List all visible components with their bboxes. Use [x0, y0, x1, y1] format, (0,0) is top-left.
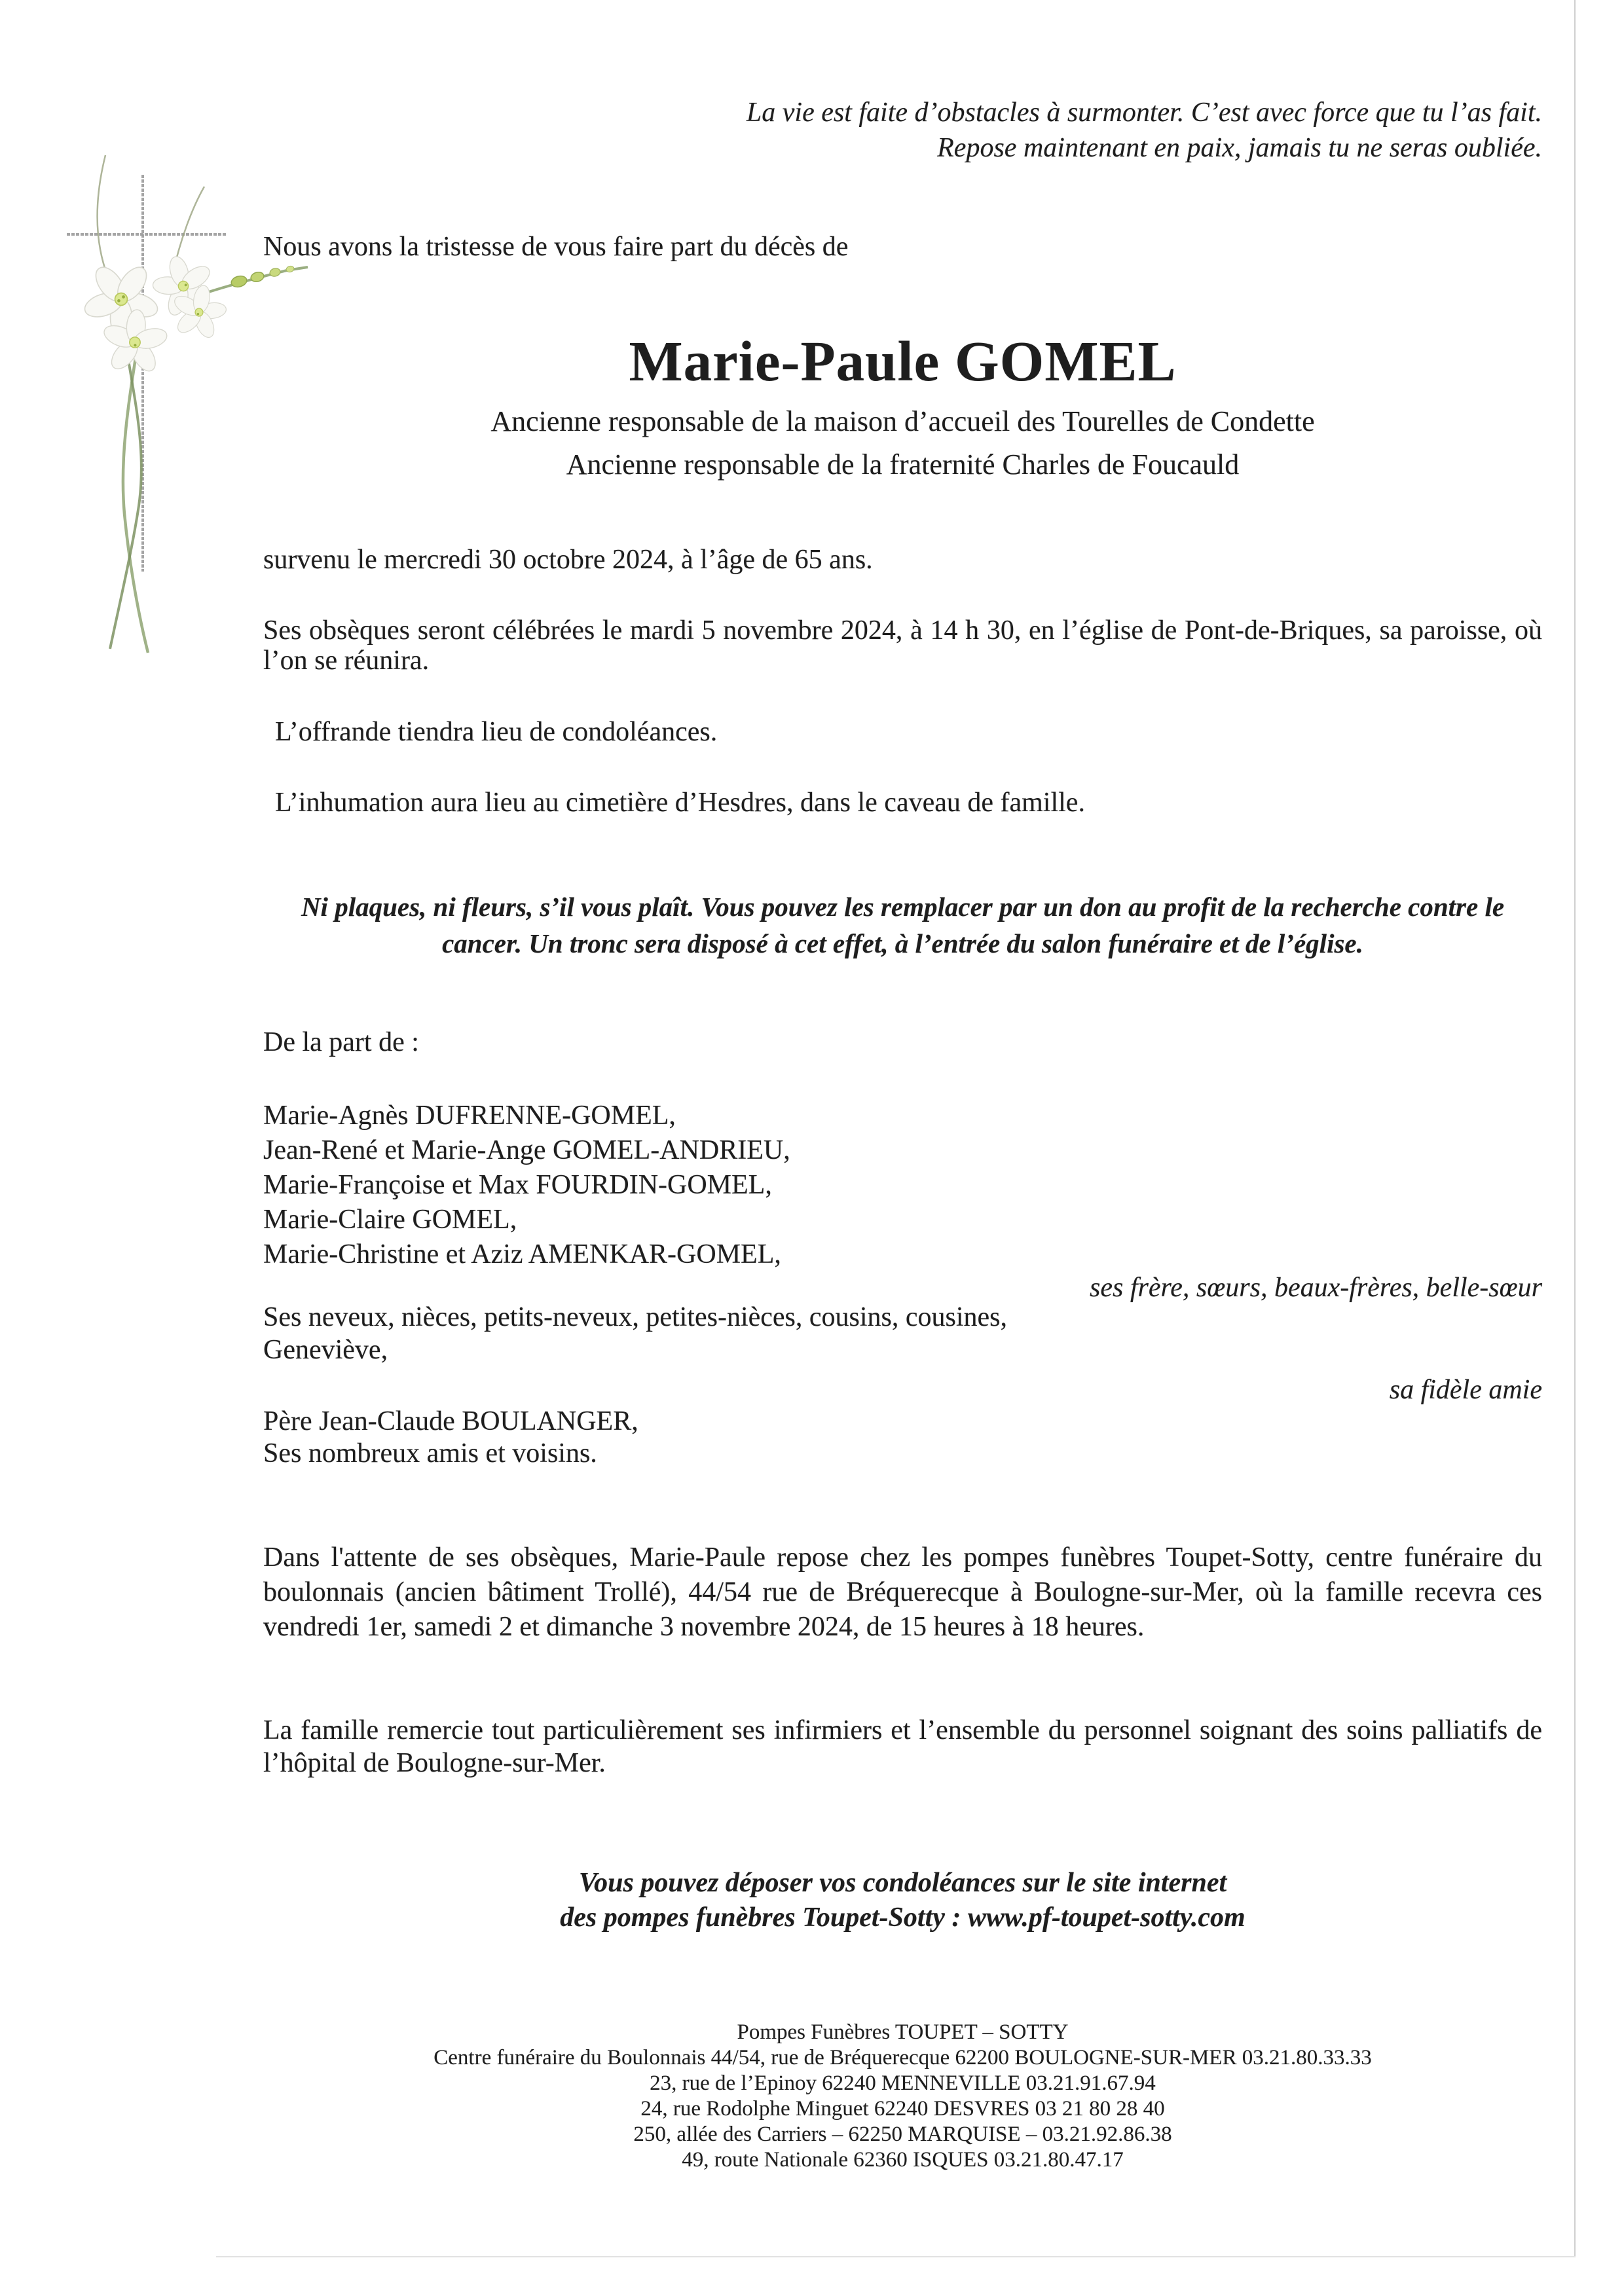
orchid-stem-lower-left [123, 337, 148, 653]
scan-artifact-vertical-line [1574, 0, 1576, 2257]
scan-artifact-bottom-edge [216, 2256, 1576, 2257]
online-condolences-notice [263, 1866, 1542, 1935]
orchid-buds [230, 265, 295, 289]
priest-line: Père Jean-Claude BOULANGER, [263, 1406, 638, 1436]
funeral-home-address: 49, route Nationale 62360 ISQUES 03.21.80.47.17 [682, 2148, 1124, 2172]
funeral-home-address: 23, rue de l’Epinoy 62240 MENNEVILLE 03.21.91.67.94 [650, 2071, 1156, 2095]
memorial-quote-line-2: Repose maintenant en paix, jamais tu ne seras oubliée. [937, 133, 1542, 163]
family-member: Marie-Christine et Aziz AMENKAR-GOMEL, [263, 1239, 781, 1269]
deceased-name: Marie-Paule GOMEL [629, 329, 1177, 393]
death-date-paragraph: survenu le mercredi 30 octobre 2024, à l’âge de 65 ans. [263, 545, 873, 575]
funeral-service-paragraph: Ses obsèques seront célébrées le mardi 5 novembre 2024, à 14 h 30, en l’église de Pont-de-Briques, sa paroisse, où l’on se réunira. [263, 615, 1542, 676]
offering-paragraph: L’offrande tiendra lieu de condoléances. [275, 717, 718, 747]
relation-friend-label: sa fidèle amie [1389, 1375, 1542, 1405]
thanks-paragraph: La famille remercie tout particulièrement ses infirmiers et l’ensemble du personnel soignant des soins palliatifs de l’hôpital de Boulogne-sur-Mer. [263, 1715, 1542, 1778]
online-condolences-line-1: Vous pouvez déposer vos condoléances sur le site internet [578, 1868, 1227, 1898]
funeral-home-address: Centre funéraire du Boulonnais 44/54, rue de Bréquerecque 62200 BOULOGNE-SUR-MER 03.21.80.33.33 [434, 2046, 1372, 2069]
relatives-line: Ses neveux, nièces, petits-neveux, petites-nièces, cousins, cousines, [263, 1302, 1008, 1332]
funeral-home-name: Pompes Funèbres TOUPET – SOTTY [737, 2020, 1069, 2044]
relation-siblings-label: ses frère, sœurs, beaux-frères, belle-sœur [1090, 1273, 1542, 1303]
family-member: Marie-Françoise et Max FOURDIN-GOMEL, [263, 1170, 772, 1200]
friends-line: Ses nombreux amis et voisins. [263, 1438, 597, 1468]
memorial-quote [263, 95, 1542, 166]
deceased-titles [263, 400, 1542, 486]
no-flowers-notice: Ni plaques, ni fleurs, s’il vous plaît. Vous pouvez les remplacer par un don au profit de la recherche contre le cancer. Un tronc sera disposé à cet effet, à l’entrée du salon funéraire et de l’église. [301, 892, 1505, 958]
orchid-flower [82, 263, 160, 337]
family-member: Marie-Agnès DUFRENNE-GOMEL, [263, 1101, 676, 1131]
genevieve-line: Geneviève, [263, 1335, 388, 1365]
family-members-list [263, 1099, 1542, 1272]
deceased-title-1: Ancienne responsable de la maison d’accueil des Tourelles de Condette [490, 405, 1315, 437]
funeral-home-footer [263, 2020, 1542, 2173]
burial-paragraph: L’inhumation aura lieu au cimetière d’Hesdres, dans le caveau de famille. [275, 788, 1085, 818]
grass-stem-left [98, 155, 107, 276]
family-member: Marie-Claire GOMEL, [263, 1205, 517, 1235]
family-member: Jean-René et Marie-Ange GOMEL-ANDRIEU, [263, 1135, 790, 1165]
announcement-intro: Nous avons la tristesse de vous faire part du décès de [263, 232, 849, 262]
funeral-home-address: 24, rue Rodolphe Minguet 62240 DESVRES 03 21 80 28 40 [640, 2097, 1165, 2121]
funeral-home-address: 250, allée des Carriers – 62250 MARQUISE – 03.21.92.86.38 [633, 2123, 1172, 2146]
grass-stem-right [175, 187, 204, 265]
from-label: De la part de : [263, 1027, 419, 1057]
online-condolences-line-2: des pompes funèbres Toupet-Sotty : www.pf-toupet-sotty.com [560, 1903, 1246, 1933]
memorial-quote-line-1: La vie est faite d’obstacles à surmonter. C’est avec force que tu l’as fait. [746, 98, 1542, 128]
deceased-title-2: Ancienne responsable de la fraternité Charles de Foucauld [566, 448, 1240, 481]
visitation-paragraph: Dans l'attente de ses obsèques, Marie-Paule repose chez les pompes funèbres Toupet-Sotty, centre funéraire du boulonnais (ancien bâtiment Trollé), 44/54 rue de Bréquerecque à Boulogne-sur-Mer, où la famille recevra ces vendredi 1er, samedi 2 et dimanche 3 novembre 2024, de 15 heures à 18 heures. [263, 1542, 1542, 1642]
